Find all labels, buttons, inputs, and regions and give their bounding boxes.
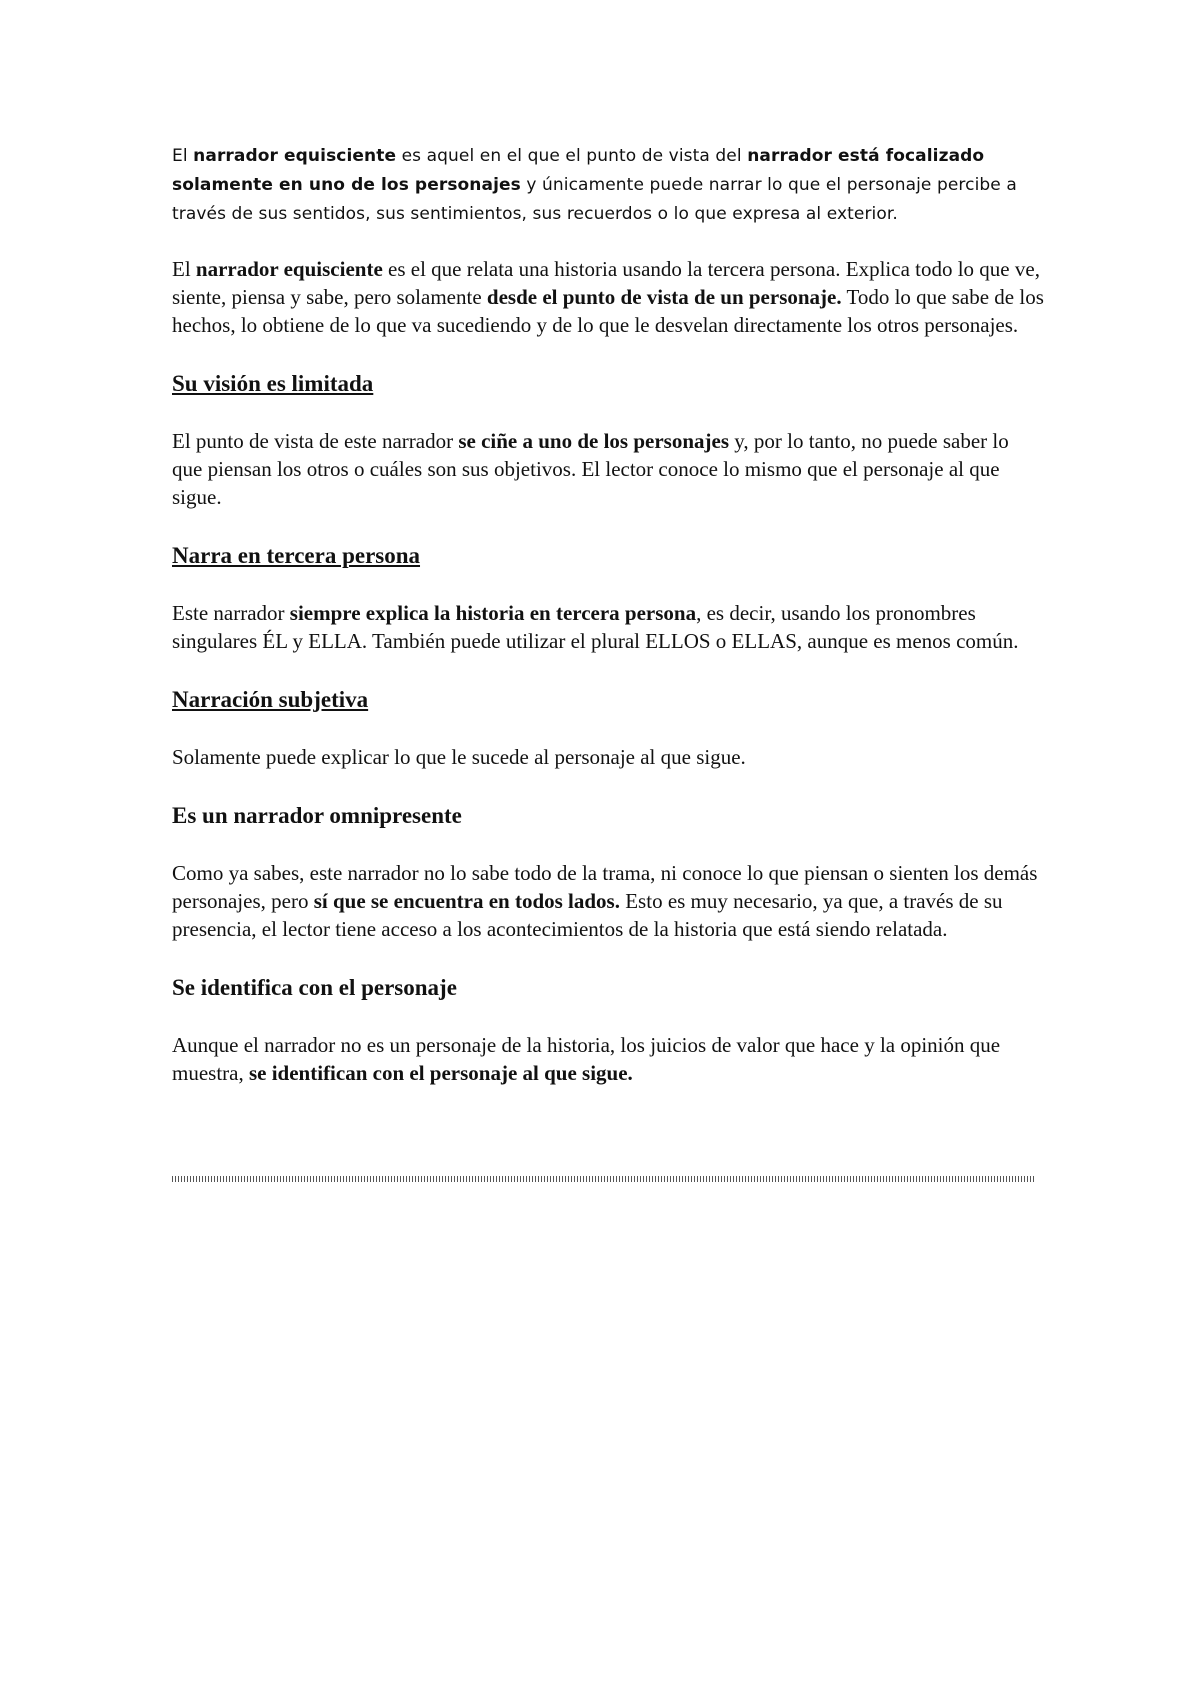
- section-heading-subjetiva: Narración subjetiva: [172, 687, 369, 712]
- section-paragraph-vision: [172, 427, 1044, 511]
- paragraph-text: Todo lo que sabe de los hechos, lo obtiene de lo que va sucediendo y de lo que le desvelan directamente los otros personajes.: [172, 285, 1044, 337]
- bold-phrase: sí que se encuentra en todos lados.: [313, 889, 620, 913]
- paragraph-text: , es decir, usando los pronombres singulares ÉL y ELLA. También puede utilizar el plural ELLOS o ELLAS, aunque es menos común.: [172, 601, 1019, 653]
- paragraph-text: Este narrador: [172, 601, 290, 625]
- section-paragraph-subjetiva: [172, 743, 1044, 771]
- section-heading-tercera-persona: Narra en tercera persona: [172, 543, 421, 568]
- paragraph-text: y, por lo tanto, no puede saber lo que piensan los otros o cuáles son sus objetivos. El lector conoce lo mismo que el personaje al que sigue.: [172, 429, 1009, 509]
- paragraph-text: Solamente puede explicar lo que le sucede al personaje al que sigue.: [172, 745, 746, 769]
- spellcheck-underline: [172, 1176, 1036, 1182]
- document-body: [172, 142, 1044, 1087]
- paragraph-text: Aunque el narrador no es un personaje de la historia, los juicios de valor que hace y la opinión que muestra,: [172, 1033, 1001, 1085]
- paragraph-text: es el que relata una historia usando la tercera persona. Explica todo lo que ve, siente, piensa y sabe, pero solamente: [172, 257, 1040, 309]
- bold-phrase: se ciñe a uno de los personajes: [458, 429, 730, 453]
- intro-paragraph: [172, 142, 1044, 229]
- intro-text: y únicamente puede narrar lo que el personaje percibe a través de sus sentidos, sus sentimientos, sus recuerdos o lo que expresa al exterior.: [172, 175, 1017, 224]
- definition-paragraph: [172, 255, 1044, 339]
- paragraph-text: El: [172, 257, 196, 281]
- section-heading-vision: Su visión es limitada: [172, 371, 374, 396]
- section-heading-omnipresente: Es un narrador omnipresente: [172, 803, 462, 828]
- intro-text: El: [172, 146, 194, 166]
- intro-bold-phrase: narrador está focalizado solamente en uno de los personajes: [172, 146, 985, 195]
- bold-term: narrador equisciente: [195, 257, 383, 281]
- bold-phrase: siempre explica la historia en tercera persona: [289, 601, 697, 625]
- section-heading-identifica: Se identifica con el personaje: [172, 975, 457, 1000]
- section-paragraph-tercera-persona: [172, 599, 1044, 655]
- intro-bold-term: narrador equisciente: [193, 146, 397, 166]
- section-paragraph-omnipresente: [172, 859, 1044, 943]
- paragraph-text: El punto de vista de este narrador: [172, 429, 459, 453]
- bold-phrase: desde el punto de vista de un personaje.: [486, 285, 842, 309]
- intro-text: es aquel en el que el punto de vista del: [396, 146, 748, 166]
- paragraph-text: Como ya sabes, este narrador no lo sabe todo de la trama, ni conoce lo que piensan o sienten los demás personajes, pero: [172, 861, 1038, 913]
- section-paragraph-identifica: [172, 1031, 1044, 1087]
- paragraph-text: Esto es muy necesario, ya que, a través de su presencia, el lector tiene acceso a los acontecimientos de la historia que está siendo relatada.: [172, 889, 1003, 941]
- bold-phrase: se identifican con el personaje al que sigue.: [248, 1061, 633, 1085]
